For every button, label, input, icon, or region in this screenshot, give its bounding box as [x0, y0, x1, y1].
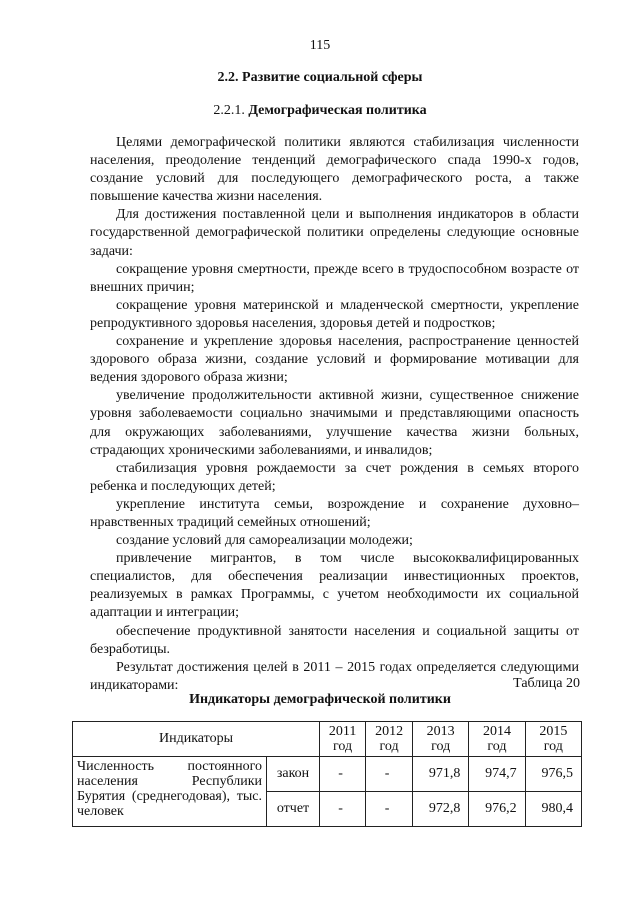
header-year	[413, 722, 469, 757]
value-cell: 980,4	[525, 792, 581, 827]
paragraph: стабилизация уровня рождаемости за счет рождения в семьях второго ребенка и последующих детей;	[90, 460, 579, 494]
header-indicator: Индикаторы	[73, 722, 320, 757]
value-cell: 971,8	[413, 757, 469, 792]
paragraph: привлечение мигрантов, в том числе высококвалифицированных специалистов, для обеспечения реализации инвестиционных проектов, реализуемых в рамках Программы, с учетом необходимости их социальной адаптации и интеграции;	[90, 551, 579, 621]
value-cell: 976,5	[525, 757, 581, 792]
kind-cell: отчет	[267, 792, 320, 827]
year-unit: год	[487, 739, 507, 754]
table-header-row	[73, 722, 582, 757]
indicator-cell: Численность постоянного населения Республики Бурятия (среднегодовая), тыс. человек	[73, 757, 267, 827]
section-title-text: 2.2. Развитие социальной сферы	[217, 70, 423, 85]
subsection-number: 2.2.1.	[213, 103, 245, 118]
paragraph: увеличение продолжительности активной жизни, существенное снижение уровня заболеваемости социально значимыми и представляющими опасность для окружающих заболеваниями, улучшение качества жизни больных, страдающих хроническими заболеваниями, и инвалидов;	[90, 388, 579, 458]
subsection-title	[0, 103, 640, 119]
value-cell: -	[320, 792, 366, 827]
year-label: 2014	[482, 724, 511, 739]
paragraph: Для достижения поставленной цели и выполнения индикаторов в области государственной демографической политики определены следующие основные задачи:	[90, 207, 579, 259]
header-year	[469, 722, 525, 757]
year-unit: год	[379, 739, 399, 754]
header-year	[366, 722, 413, 757]
page-number: 115	[309, 38, 331, 53]
section-title	[0, 70, 640, 86]
year-label: 2011	[328, 724, 357, 739]
year-unit: год	[543, 739, 563, 754]
paragraph: сохранение и укрепление здоровья населения, распространение ценностей здорового образа жизни, создание условий и формирование мотивации для ведения здорового образа жизни;	[90, 334, 579, 386]
paragraph: создание условий для самореализации молодежи;	[116, 533, 413, 549]
paragraph: укрепление института семьи, возрождение и сохранение духовно–нравственных традиций семейных отношений;	[90, 496, 579, 530]
paragraph: Результат достижения целей в 2011 – 2015 годах определяется следующими индикаторами:	[90, 659, 579, 693]
table-row	[73, 757, 582, 792]
header-year	[525, 722, 581, 757]
paragraph: сокращение уровня смертности, прежде всего в трудоспособном возрасте от внешних причин;	[90, 261, 579, 295]
paragraph: обеспечение продуктивной занятости населения и социальной защиты от безработицы.	[90, 623, 579, 657]
year-label: 2013	[426, 724, 455, 739]
kind-cell: закон	[267, 757, 320, 792]
subsection-title-text: Демографическая политика	[248, 103, 427, 118]
body-text	[90, 134, 579, 695]
value-cell: 972,8	[413, 792, 469, 827]
paragraph: Целями демографической политики являются стабилизация численности населения, преодоление тенденций демографического спада 1990-х годов, создание условий для последующего демографического роста, а также повышение качества жизни населения.	[90, 135, 579, 205]
value-cell: -	[320, 757, 366, 792]
paragraph: сокращение уровня материнской и младенческой смертности, укрепление репродуктивного здоровья населения, здоровья детей и подростков;	[90, 297, 579, 331]
year-unit: год	[333, 739, 353, 754]
table-title: Индикаторы демографической политики	[189, 692, 451, 707]
year-unit: год	[431, 739, 451, 754]
table-label: Таблица 20	[513, 676, 580, 691]
indicators-table	[72, 721, 582, 827]
value-cell: 976,2	[469, 792, 525, 827]
value-cell: -	[366, 757, 413, 792]
value-cell: -	[366, 792, 413, 827]
value-cell: 974,7	[469, 757, 525, 792]
header-year	[320, 722, 366, 757]
year-label: 2015	[539, 724, 568, 739]
year-label: 2012	[375, 724, 404, 739]
